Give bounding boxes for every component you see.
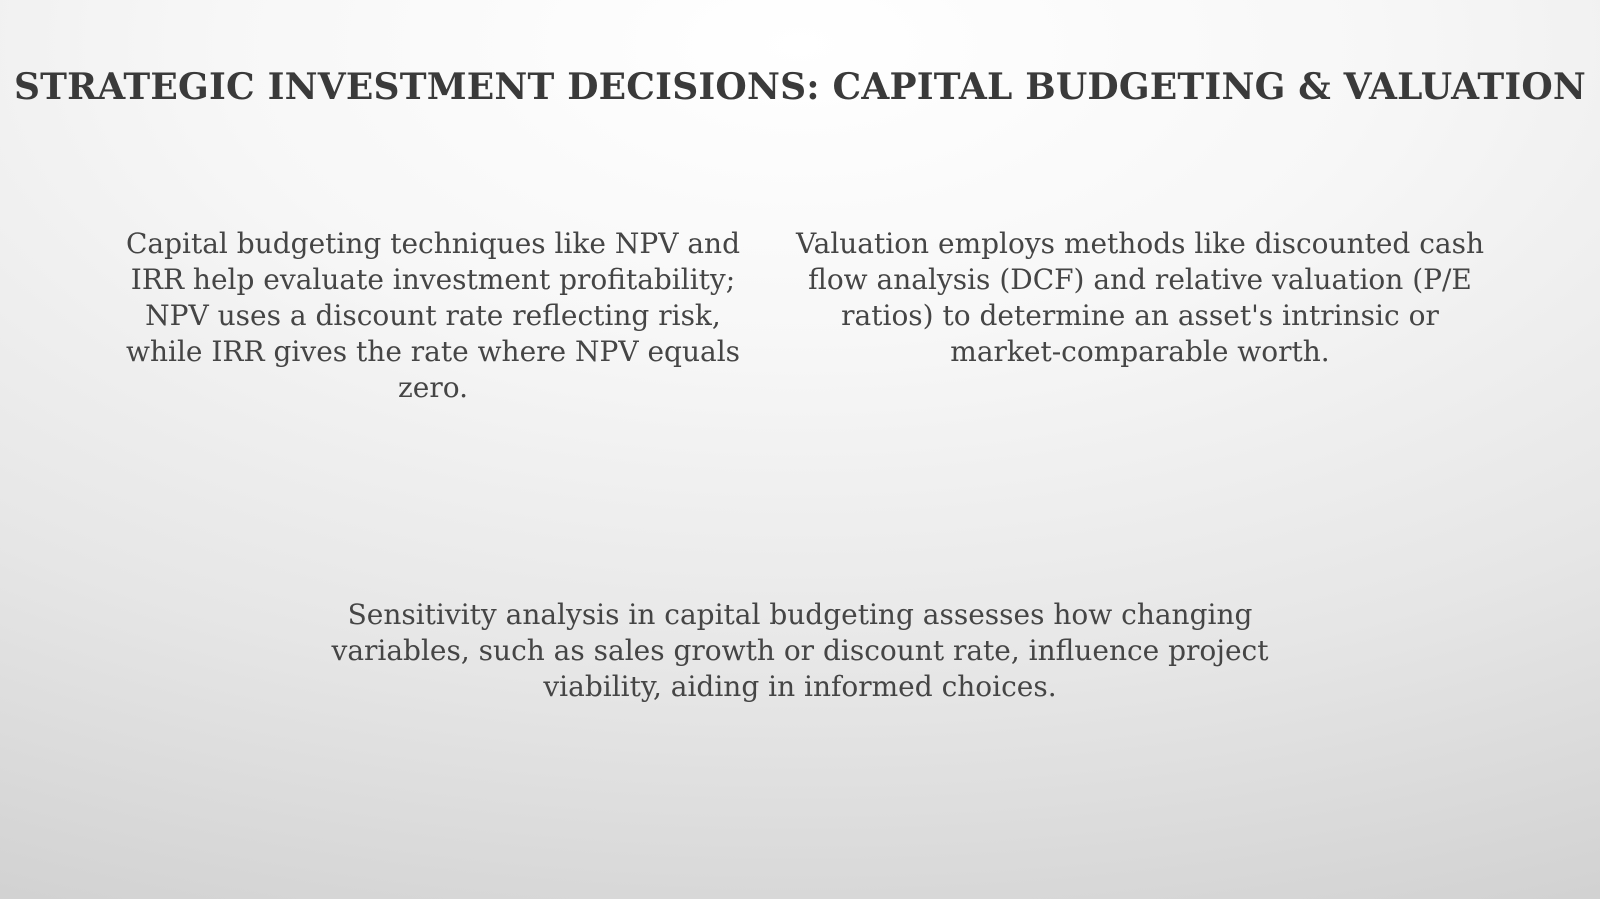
sensitivity-analysis-paragraph: Sensitivity analysis in capital budgeting assesses how changing variables, such as sales growth or discount rate, influence project viability, aiding in informed choices. xyxy=(331,598,1269,703)
capital-budgeting-paragraph: Capital budgeting techniques like NPV and IRR help evaluate investment profitability; NPV uses a discount rate reflecting risk, while IRR gives the rate where NPV equals zero. xyxy=(125,227,741,404)
valuation-paragraph: Valuation employs methods like discounted cash flow analysis (DCF) and relative valuation (P/E ratios) to determine an asset's intrinsic or market-comparable worth. xyxy=(795,227,1485,368)
slide-title: STRATEGIC INVESTMENT DECISIONS: CAPITAL BUDGETING & VALUATION xyxy=(13,66,1587,108)
